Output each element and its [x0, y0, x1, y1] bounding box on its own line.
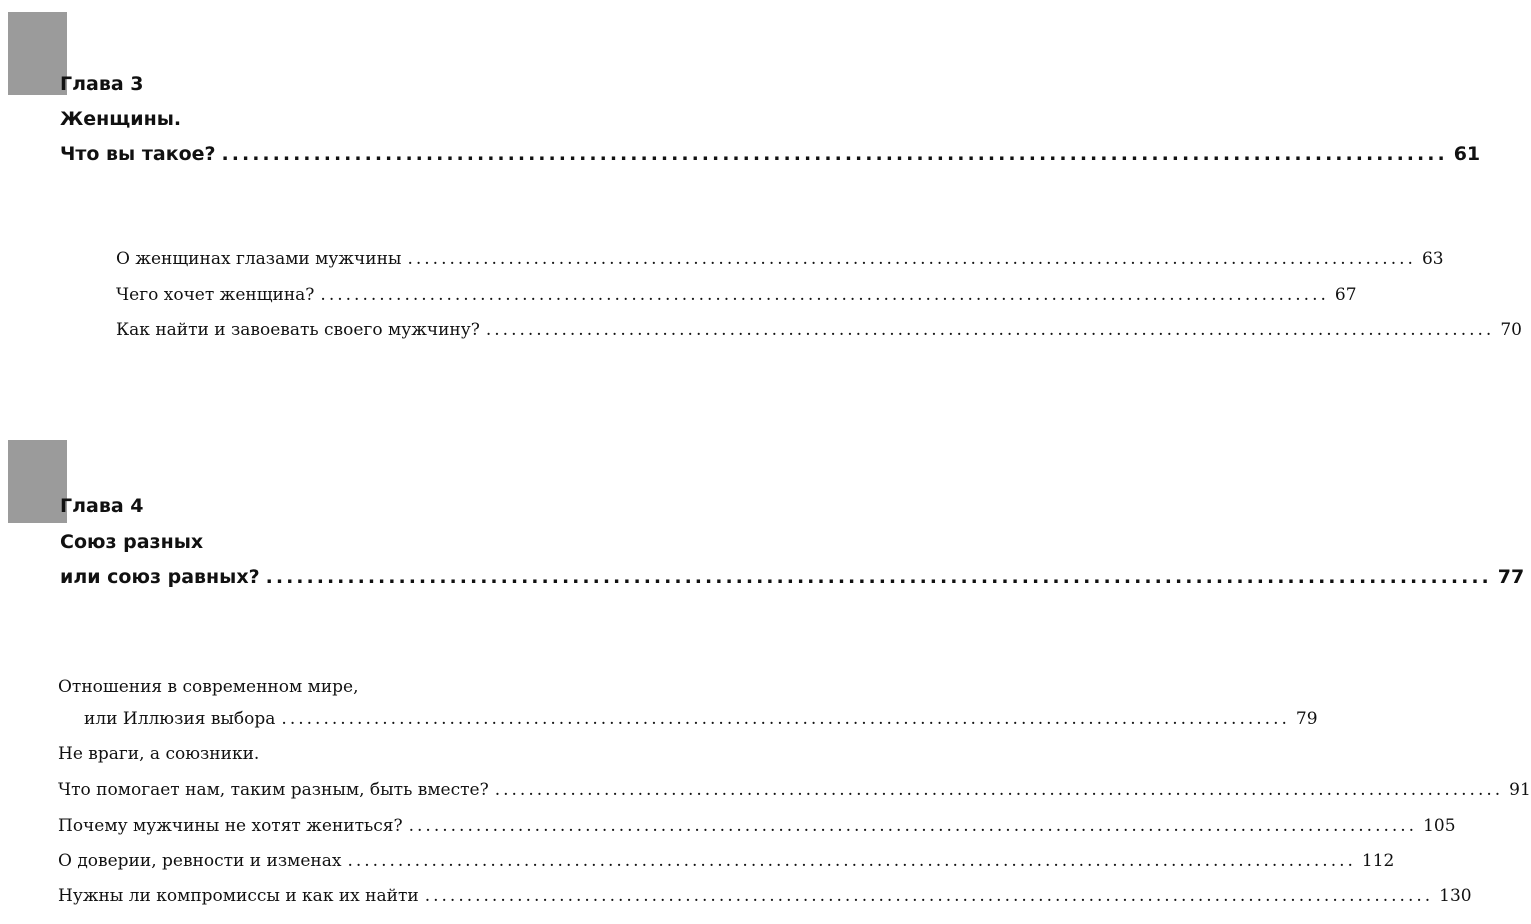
dot-leader: ........................................................................................................................ [347, 851, 1356, 871]
dot-leader: ........................................................................................................................ [281, 709, 1290, 729]
toc-entry-title-line1[interactable]: Отношения в современном мире, [58, 677, 359, 697]
toc-entry-page: 112 [1361, 851, 1395, 871]
chapter-3-title-line1: Женщины. [60, 108, 182, 130]
toc-entry[interactable] [84, 708, 1318, 730]
toc-entry-title: О женщинах глазами мужчины [116, 249, 402, 269]
toc-entry[interactable] [58, 779, 1531, 801]
toc-entry[interactable] [116, 284, 1357, 306]
chapter-3-page: 61 [1453, 143, 1481, 165]
dot-leader: ........................................................................................................................ [221, 143, 1448, 165]
toc-entry-page: 91 [1509, 780, 1531, 800]
toc-entry-title-line1[interactable]: Не враги, а союзники. [58, 744, 260, 764]
toc-entry[interactable] [58, 850, 1395, 872]
dot-leader: ........................................................................................................................ [407, 249, 1416, 269]
chapter-3-gray-block [8, 12, 67, 95]
toc-entry-page: 130 [1439, 886, 1472, 906]
chapter-4-gray-block [8, 440, 67, 523]
toc-entry[interactable] [58, 885, 1472, 907]
toc-entry-title: Как найти и завоевать своего мужчину? [116, 320, 480, 340]
toc-entry[interactable] [116, 248, 1444, 270]
dot-leader: ........................................................................................................................ [424, 886, 1434, 906]
toc-entry-title: Нужны ли компромиссы и как их найти [58, 886, 419, 906]
dot-leader: ........................................................................................................................ [320, 285, 1329, 305]
toc-entry[interactable] [116, 319, 1522, 341]
chapter-3-title-line2: Что вы такое? [60, 143, 216, 165]
chapter-4-title-line2: или союз равных? [60, 566, 260, 588]
toc-entry-title-line2: или Иллюзия выбора [84, 709, 276, 729]
dot-leader: ........................................................................................................................ [265, 566, 1492, 588]
dot-leader: ........................................................................................................................ [494, 780, 1504, 800]
toc-entry-page: 67 [1334, 285, 1357, 305]
toc-entry-page: 70 [1500, 320, 1522, 340]
dot-leader: ........................................................................................................................ [408, 816, 1418, 836]
toc-entry-title: О доверии, ревности и изменах [58, 851, 342, 871]
chapter-4-page: 77 [1497, 566, 1525, 588]
chapter-4-toc-line[interactable] [60, 566, 1525, 588]
dot-leader: ........................................................................................................................ [485, 320, 1495, 340]
toc-entry-title: Чего хочет женщина? [116, 285, 315, 305]
toc-entry-page: 63 [1421, 249, 1444, 269]
toc-entry-page: 105 [1423, 816, 1456, 836]
toc-entry[interactable] [58, 815, 1456, 837]
toc-entry-page: 79 [1295, 709, 1318, 729]
chapter-3-toc-line[interactable] [60, 143, 1481, 165]
toc-entry-title: Почему мужчины не хотят жениться? [58, 816, 403, 836]
chapter-4-title-line1: Союз разных [60, 531, 204, 553]
chapter-4-heading: Глава 4 [60, 495, 144, 517]
chapter-3-heading: Глава 3 [60, 73, 144, 95]
toc-entry-title-line2: Что помогает нам, таким разным, быть вместе? [58, 780, 489, 800]
